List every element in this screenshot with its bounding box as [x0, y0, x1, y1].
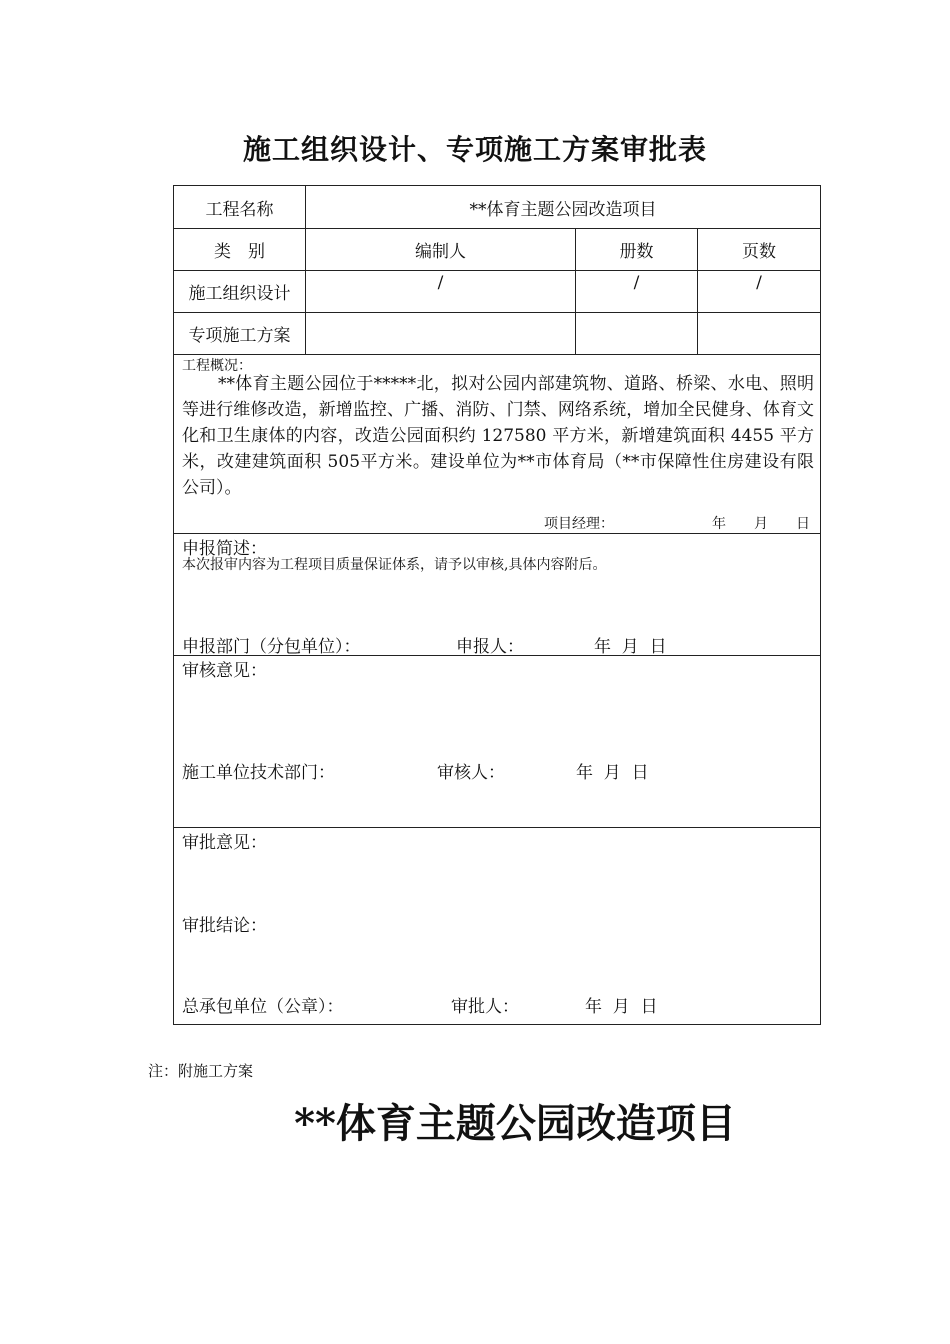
overview-cell [174, 355, 821, 534]
review-label: 审核意见： [182, 661, 267, 681]
report-dept: 申报部门（分包单位）： [182, 637, 361, 657]
special-pages [698, 313, 821, 355]
report-date: 年 月 日 [594, 637, 667, 657]
report-text: 本次报审内容为工程项目质量保证体系，请予以审核,具体内容附后。 [182, 557, 607, 573]
review-cell [174, 656, 821, 828]
report-person: 申报人： [456, 637, 524, 657]
design-pages: / [698, 271, 821, 313]
project-heading: **体育主题公园改造项目 [294, 1100, 736, 1147]
design-volumes: / [576, 271, 698, 313]
row-special-plan [174, 313, 821, 355]
approval-cell [174, 828, 821, 1025]
special-label: 专项施工方案 [174, 313, 306, 355]
overview-date: 年 月 日 [712, 516, 810, 532]
form-title: 施工组织设计、专项施工方案审批表 [242, 133, 707, 166]
project-name-label: 工程名称 [174, 186, 306, 229]
review-date: 年 月 日 [576, 763, 649, 783]
row-overview [174, 355, 821, 534]
manager-label: 项目经理： [544, 516, 614, 532]
approval-date: 年 月 日 [585, 997, 658, 1017]
category-label: 类 别 [174, 229, 306, 271]
row-project-name [174, 186, 821, 229]
row-review [174, 656, 821, 828]
overview-text: **体育主题公园位于*****北，拟对公园内部建筑物、道路、桥梁、水电、照明等进行维修改造，新增监控、广播、消防、门禁、网络系统，增加全民健身、体育文化和卫生康体的内容，改造公园面积约 127580 平方米，新增建筑面积 4455 平方米，改建建筑面积 505平方米。建设单位为**市体育局（**市保障性住房建设有限公司）。 [182, 374, 815, 498]
approval-form-table [173, 185, 821, 1025]
row-approval [174, 828, 821, 1025]
report-cell [174, 534, 821, 656]
approval-contractor: 总承包单位（公章）： [182, 997, 344, 1017]
review-person: 审核人： [437, 763, 505, 783]
approval-person: 审批人： [451, 997, 519, 1017]
approval-conclusion: 审批结论： [182, 916, 267, 936]
row-report [174, 534, 821, 656]
report-label: 申报简述： [182, 539, 267, 559]
special-volumes [576, 313, 698, 355]
volumes-label: 册数 [576, 229, 698, 271]
row-construction-design [174, 271, 821, 313]
overview-label: 工程概况： [182, 358, 252, 374]
design-label: 施工组织设计 [174, 271, 306, 313]
attachment-note: 注：附施工方案 [148, 1062, 254, 1080]
project-name-value: **体育主题公园改造项目 [306, 186, 821, 229]
row-header [174, 229, 821, 271]
design-editor: / [306, 271, 576, 313]
review-dept: 施工单位技术部门： [182, 763, 335, 783]
pages-label: 页数 [698, 229, 821, 271]
special-editor [306, 313, 576, 355]
editor-label: 编制人 [306, 229, 576, 271]
approval-label: 审批意见： [182, 833, 267, 853]
